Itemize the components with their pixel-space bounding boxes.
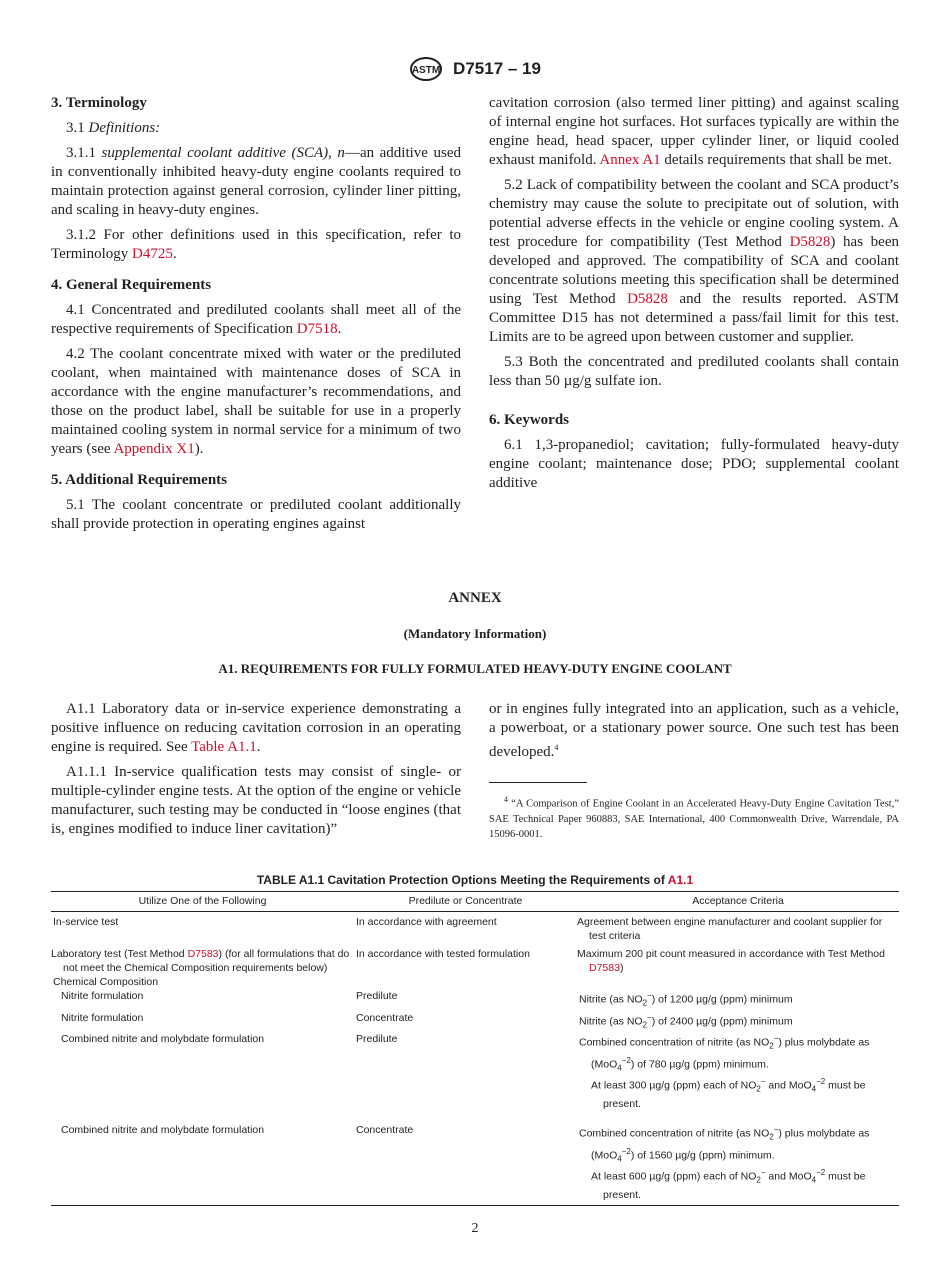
link-d7583-a[interactable]: D7583 (187, 948, 219, 960)
link-appendix-x1[interactable]: Appendix X1 (113, 441, 195, 457)
annex-subtitle: (Mandatory Information) (403, 626, 547, 641)
table-row: Nitrite formulation Concentrate Nitrite (as $NO_2^-$) of 2400 µg/g (ppm) minimum (61, 1011, 793, 1030)
table-caption: TABLE A1.1 Cavitation Protection Options Meeting the Requirements of A1.1 (256, 873, 694, 887)
col-header-criteria: Acceptance Criteria (577, 892, 899, 912)
logo-text: ASTM (411, 65, 441, 76)
link-d4725[interactable]: D4725 (132, 246, 173, 262)
footnote-ref[interactable]: 4 (554, 743, 559, 752)
para-5-3: 5.3 Both the concentrated and prediluted coolants shall contain less than 50 µg/g sulfate ion. (489, 354, 899, 389)
col-header-utilize: Utilize One of the Following (51, 892, 354, 912)
table-row: Combined nitrite and molybdate formulation Concentrate Combined concentration of nitrite (as $NO_2^-$) plus molybdate as (MoO$_4^{-2}$) of 1560 µg/g (ppm) minimum. At least 600 µg/g (ppm) each of $NO_2^-$ and MoO$_4^{-2}$ must be present. (51, 1111, 899, 1205)
para-4-2: 4.2 The coolant concentrate mixed with water or the prediluted coolant, when maintained with maintenance doses of SCA in accordance with the engine manufacturer’s recommendations, and those on the product label, shall be suitable for use in a properly maintained cooling system in normal service for a minimum of two years (see Appendix X1). (51, 346, 461, 457)
para-4-1: 4.1 Concentrated and prediluted coolants shall meet all of the respective requirements of Specification D7518. (51, 302, 461, 337)
table-header-row (51, 892, 899, 912)
col-header-predilute: Predilute or Concentrate (354, 892, 577, 912)
footnote-rule (489, 782, 587, 783)
page-header (0, 56, 950, 82)
section-4-heading: 4. General Requirements (51, 277, 212, 293)
table-row: In-service test In accordance with agreement Agreement between engine manufacturer and coolant supplier for test criteria (53, 916, 883, 942)
table-grid (51, 891, 899, 1206)
annex-right-column (489, 700, 899, 768)
annex-title: ANNEX (448, 590, 502, 606)
para-3-1-1: 3.1.1 supplemental coolant additive (SCA), n—an additive used in conventionally inhibited heavy-duty engine coolants required to maintain protection against general corrosion, cylinder liner pitting, and scaling in heavy-duty engines. (51, 145, 461, 218)
right-column (489, 94, 899, 499)
page-number: 2 (471, 1221, 479, 1236)
para-a1-1: A1.1 Laboratory data or in-service experience demonstrating a positive influence on reducing cavitation corrosion in an operating engine is required. See Table A1.1. (51, 701, 461, 755)
table-a1-1 (51, 873, 899, 1206)
para-5-1: 5.1 The coolant concentrate or prediluted coolant additionally shall provide protection in operating engines against (51, 497, 461, 532)
para-3-1: 3.1 Definitions: (66, 120, 161, 136)
para-a1-1-1: A1.1.1 In-service qualification tests may consist of single- or multiple-cylinder engine tests. At the option of the engine or vehicle manufacturer, such testing may be conducted in “loose engines (that is, engines modified to induce liner cavitation)” (51, 764, 461, 837)
link-d5828-b[interactable]: D5828 (627, 291, 668, 307)
footnote: $^4$ “A Comparison of Engine Coolant in an Accelerated Heavy-Duty Engine Cavitation Test,” SAE Technical Paper 960883, SAE International, 400 Commonwealth Drive, Warrendale, PA 15096-0001. (489, 795, 899, 840)
para-6-1: 6.1 1,3-propanediol; cavitation; fully-formulated heavy-duty engine coolant; maintenance dose; PDO; supplemental coolant additive (489, 437, 899, 491)
left-column (51, 94, 461, 540)
table-row: Laboratory test (Test Method D7583) (for all formulations that do not meet the Chemical Composition requirements below) In accordance with tested formulation Maximum 200 pit count measured in accordance with Test Method D7583) (51, 948, 885, 974)
para-3-1-2: 3.1.2 For other definitions used in this specification, refer to Terminology D4725. (51, 227, 461, 262)
section-5-heading: 5. Additional Requirements (51, 472, 227, 488)
astm-logo-icon (409, 56, 443, 82)
link-table-a1-1[interactable]: Table A1.1 (191, 739, 257, 755)
link-d7583-b[interactable]: D7583 (589, 962, 620, 974)
link-a1-1[interactable]: A1.1 (667, 873, 694, 887)
table-row: Chemical Composition (53, 976, 159, 988)
section-6-heading: 6. Keywords (489, 412, 569, 428)
table-row: Combined nitrite and molybdate formulation Predilute Combined concentration of nitrite (as $NO_2^-$) plus molybdate as (MoO$_4^{-2}$) of 780 µg/g (ppm) minimum. At least 300 µg/g (ppm) each of $NO_2^-$ and MoO$_4^{-2}$ must be present. (61, 1033, 870, 1110)
link-d7518[interactable]: D7518 (296, 321, 338, 337)
link-d5828-a[interactable]: D5828 (789, 234, 831, 250)
designation: D7517 – 19 (453, 59, 541, 78)
table-row: Nitrite formulation Predilute Nitrite (as $NO_2^-$) of 1200 µg/g (ppm) minimum (61, 990, 793, 1008)
section-3-heading: 3. Terminology (51, 95, 147, 111)
annex-a1-title: A1. REQUIREMENTS FOR FULLY FORMULATED HEAVY-DUTY ENGINE COOLANT (218, 661, 732, 676)
para-5-1-continued: cavitation corrosion (also termed liner pitting) and against scaling of internal engine hot surfaces. Hot surfaces typically are within the engine head, head spacer, upper cylinder liner, or liquid cooled exhaust manifold. Annex A1 details requirements that shall be met. (489, 95, 899, 168)
link-annex-a1[interactable]: Annex A1 (599, 152, 661, 168)
para-a1-1-1-continued: or in engines fully integrated into an application, such as a vehicle, a powerboat, or a stationary power source. One such test has been developed.$^4$ (489, 701, 899, 760)
para-5-2: 5.2 Lack of compatibility between the coolant and SCA product’s chemistry may cause the solute to precipitate out of solution, with potential adverse effects in the vehicle or engine cooling system. A test procedure for compatibility (Test Method D5828) has been developed and approved. The compatibility of SCA and coolant concentrate solutions meeting this specification shall be determined using Test Method D5828 and the results reported. ASTM Committee D15 has not determined a pass/fail limit for this test. Limits are to be agreed upon between customer and supplier. (489, 177, 899, 345)
annex-left-column (51, 700, 461, 845)
